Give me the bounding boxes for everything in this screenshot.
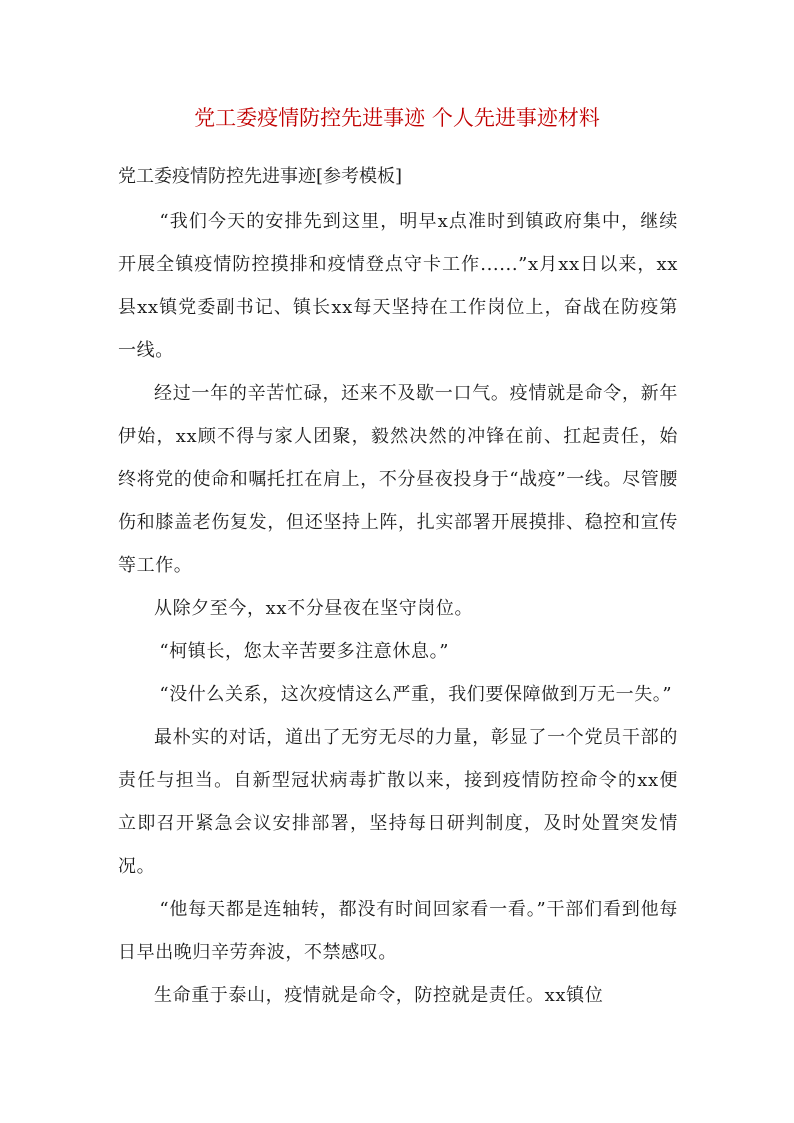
paragraph: 生命重于泰山，疫情就是命令，防控就是责任。xx镇位 [154,985,604,1006]
paragraph: “柯镇长，您太辛苦要多注意休息。” [159,641,449,662]
paragraph: “他每天都是连轴转，都没有时间回家看一看。”干部们看到他每日早出晚归辛劳奔波，不禁感叹。 [118,899,678,963]
paragraph: 从除夕至今，xx不分昼夜在坚守岗位。 [154,598,474,619]
paragraph: 经过一年的辛苦忙碌，还来不及歇一口气。疫情就是命令，新年伊始，xx顾不得与家人团聚，毅然决然的冲锋在前、扛起责任，始终将党的使命和嘱托扛在肩上，不分昼夜投身于“战疫”一线。尽管腰伤和膝盖老伤复发，但还坚持上阵，扎实部署开展摸排、稳控和宣传等工作。 [118,383,678,576]
paragraph: “我们今天的安排先到这里，明早x点准时到镇政府集中，继续开展全镇疫情防控摸排和疫情登点守卡工作......”x月xx日以来，xx县xx镇党委副书记、镇长xx每天坚持在工作岗位上，奋战在防疫第一线。 [118,211,678,361]
document-subtitle: 党工委疫情防控先进事迹[参考模板] [118,166,403,187]
paragraph: 最朴实的对话，道出了无穷无尽的力量，彰显了一个党员干部的责任与担当。自新型冠状病毒扩散以来，接到疫情防控命令的xx便立即召开紧急会议安排部署，坚持每日研判制度，及时处置突发情况。 [118,727,678,877]
paragraph: “没什么关系，这次疫情这么严重，我们要保障做到万无一失。” [159,684,673,705]
document-title: 党工委疫情防控先进事迹 个人先进事迹材料 [194,106,600,130]
document-body [118,200,678,1017]
